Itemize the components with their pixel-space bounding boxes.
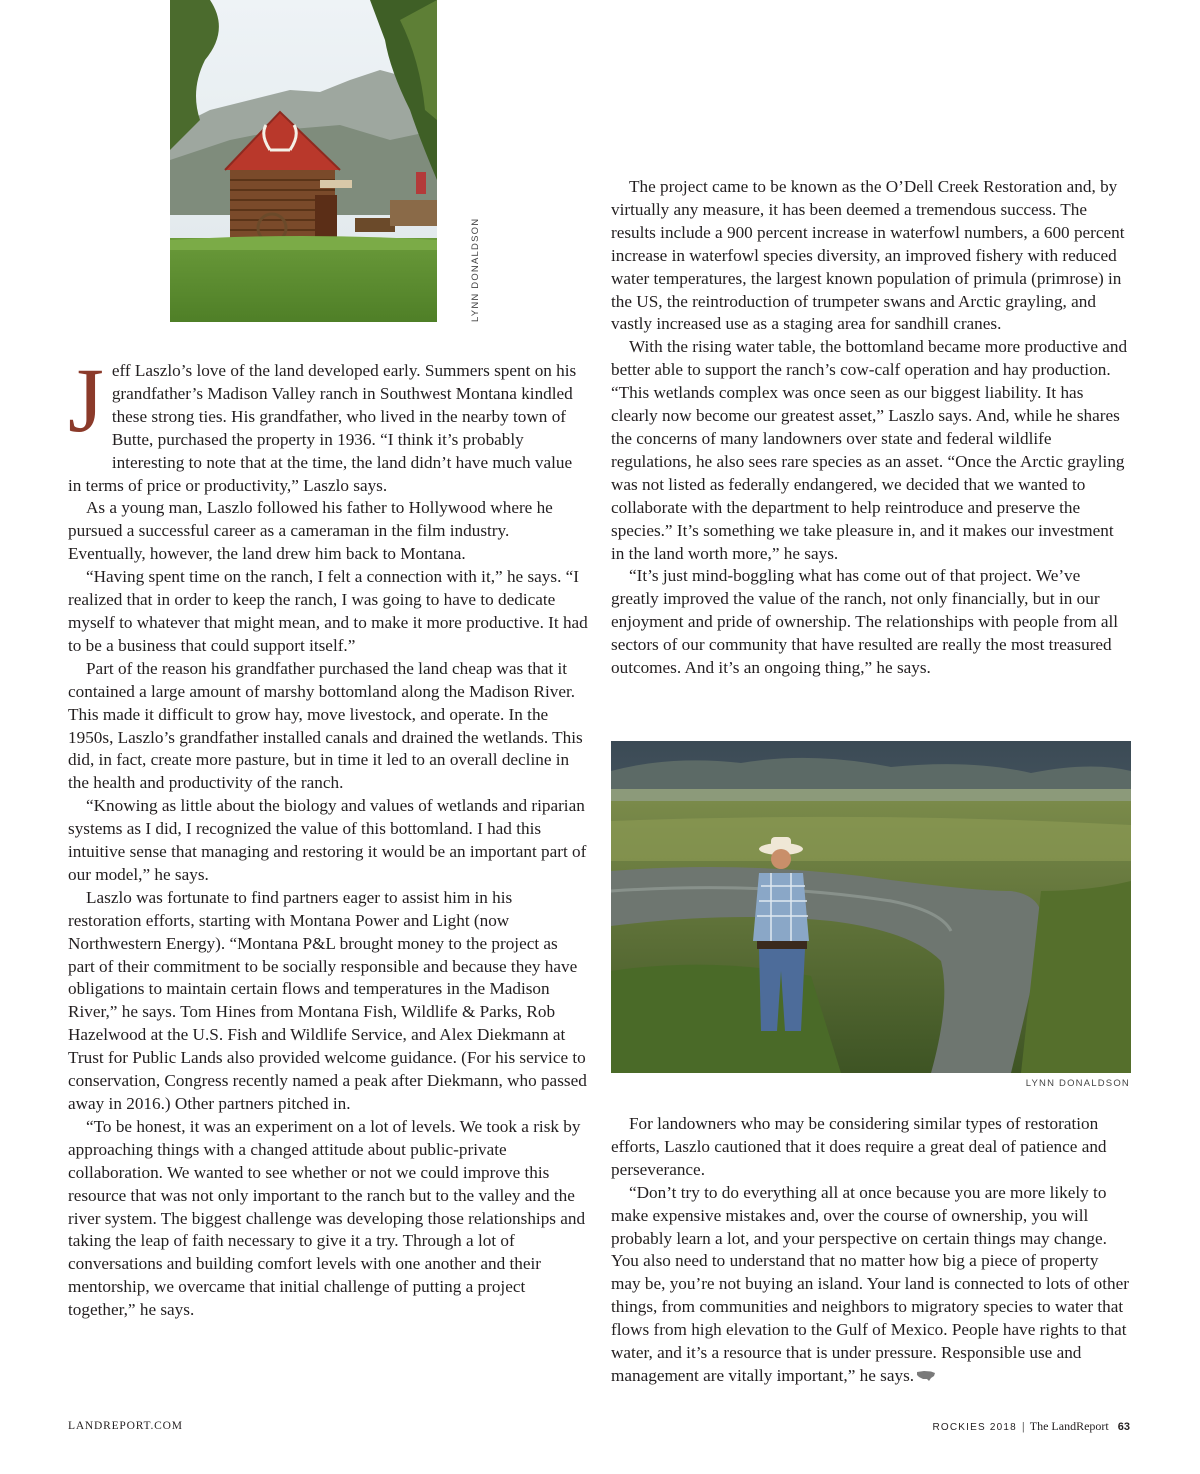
article-paragraph: As a young man, Laszlo followed his father to Hollywood where he pursued a successful career as a cameraman in the film industry. Eventually, however, the land drew him back to Montana. <box>68 498 553 564</box>
footer-separator: | <box>1021 1421 1025 1433</box>
article-left-column <box>68 349 588 1322</box>
article-paragraph: “Having spent time on the ranch, I felt a connection with it,” he says. “I realized that in order to keep the ranch, I was going to have to dedicate myself to whatever that might mean, and to make it more productive. It had to be a business that could support itself.” <box>68 567 588 655</box>
cabin-photo-credit: LYNN DONALDSON <box>470 217 481 322</box>
article-paragraph: Jeff Laszlo’s love of the land developed early. Summers spent on his grandfather’s Madison Valley ranch in Southwest Montana kindled these strong ties. His grandfather, who lived in the nearby town of Butte, purchased the property in 1936. “I think it’s probably interesting to note that at the time, the land didn’t have much value in terms of price or productivity,” Laszlo says. <box>68 349 577 495</box>
us-map-end-icon <box>916 1370 936 1382</box>
page-number: 63 <box>1117 1421 1130 1433</box>
article-paragraph: The project came to be known as the O’Dell Creek Restoration and, by virtually any measure, it has been deemed a tremendous success. The results include a 900 percent increase in waterfowl numbers, a 600 percent increase in waterfowl species diversity, an improved fishery with reduced water temperatures, the largest known population of primula (primrose) in the US, the reintroduction of trumpeter swans and Arctic grayling, and vastly increased use as a staging area for sandhill cranes. <box>611 177 1125 334</box>
footer-site: LANDREPORT.COM <box>68 1420 183 1432</box>
article-paragraph: “It’s just mind-boggling what has come out of that project. We’ve greatly improved the value of the ranch, not only financially, but in our enjoyment and pride of ownership. The relationships with people from all sectors of our community that have resulted are really the most treasured outcomes. And it’s an ongoing thing,” he says. <box>611 566 1119 678</box>
article-paragraph: “Don’t try to do everything all at once because you are more likely to make expensive mistakes and, over the course of ownership, you will probably learn a lot, and your perspective on certain things may change. You also need to understand that no matter how big a piece of property may be, you’re not buying an island. Your land is connected to lots of other things, from communities and neighbors to migratory species to water that flows from high elevation to the Gulf of Mexico. People have rights to that water, and it’s a resource that is under pressure. Responsible use and management are vitally important,” he says. <box>611 1182 1129 1385</box>
article-paragraph: “To be honest, it was an experiment on a lot of levels. We took a risk by approaching things with a changed attitude about public-private collaboration. We wanted to see whether or not we could improve this resource that was not only important to the ranch but to the valley and the river system. The biggest challenge was developing those relationships and taking the leap of faith necessary to give it a try. Through a lot of conversations and building comfort levels with one another and their mentorship, we overcame that initial challenge of putting a project together,” he says. <box>68 1116 586 1320</box>
footer-publication: The LandReport <box>1029 1419 1109 1433</box>
dropcap: J <box>68 349 104 451</box>
article-paragraph: With the rising water table, the bottomland became more productive and better able to support the ranch’s cow-calf operation and hay production. “This wetlands complex was once seen as our biggest liability. It has clearly now become our greatest asset,” Laszlo says. And, while he shares the concerns of many landowners over state and federal wildlife regulations, he also sees rare species as an asset. “Once the Arctic grayling was not listed as federally endangered, we decided that we wanted to collaborate with the department to help reintroduce and preserve the species.” It’s something we take pleasure in, and it makes our investment in the land worth more,” he says. <box>611 337 1128 563</box>
article-right-bottom-column <box>611 1113 1131 1388</box>
article-paragraph: For landowners who may be considering similar types of restoration efforts, Laszlo cautioned that it does require a great deal of patience and perseverance. <box>611 1114 1107 1179</box>
article-paragraph: Laszlo was fortunate to find partners eager to assist him in his restoration efforts, starting with Montana Power and Light (now Northwestern Energy). “Montana P&L brought money to the project as part of their commitment to be socially responsible and because they have obligations to maintain certain flows and temperatures in the Madison River,” he says. Tom Hines from Montana Fish, Wildlife & Parks, Rob Hazelwood at the U.S. Fish and Wildlife Service, and Alex Diekmann at Trust for Public Lands also provided welcome guidance. (For his service to conservation, Congress recently named a peak after Diekmann, who passed away in 2016.) Other partners pitched in. <box>68 887 587 1113</box>
cabin-photo <box>170 0 437 322</box>
article-paragraph: Part of the reason his grandfather purchased the land cheap was that it contained a large amount of marshy bottomland along the Madison River. This made it difficult to grow hay, move livestock, and operate. In the 1950s, Laszlo’s grandfather installed canals and drained the wetlands. This did, in fact, create more pasture, but in time it led to an overall decline in the health and productivity of the ranch. <box>68 658 583 793</box>
rancher-photo-credit: LYNN DONALDSON <box>1025 1078 1130 1089</box>
footer-folio <box>932 1419 1130 1434</box>
article-paragraph: “Knowing as little about the biology and values of wetlands and riparian systems as I did, I recognized the value of this bottomland. I had this intuitive sense that managing and restoring it would be an important part of our model,” he says. <box>68 796 587 884</box>
rancher-photo <box>611 741 1131 1073</box>
footer-issue: ROCKIES 2018 <box>932 1422 1017 1433</box>
article-right-top-column <box>611 176 1131 680</box>
